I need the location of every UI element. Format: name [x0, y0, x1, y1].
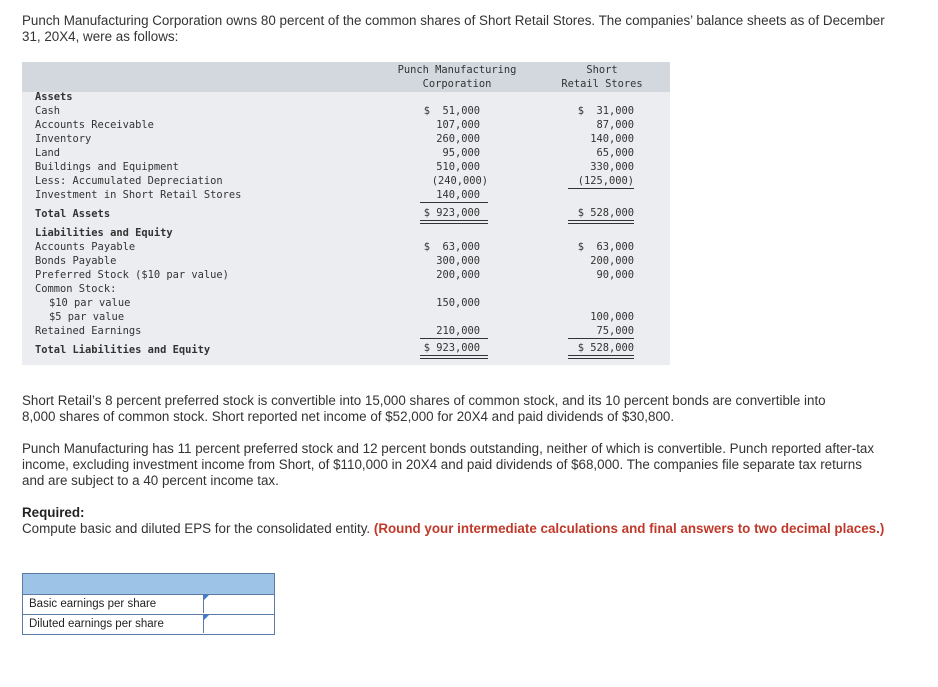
section-assets: Assets — [35, 91, 73, 103]
answer-table-header — [23, 574, 274, 595]
answer-row-basic-eps — [23, 595, 274, 615]
short-assets-underline — [568, 188, 634, 189]
punch-10-par: 150,000 — [436, 297, 480, 309]
rounding-instruction: (Round your intermediate calculations and final answers to two decimal places.) — [373, 521, 885, 536]
row-label-ar: Accounts Receivable — [35, 119, 154, 131]
basic-eps-label: Basic earnings per share — [29, 598, 157, 610]
short-preferred-stock: 90,000 — [596, 269, 634, 281]
required-text — [22, 521, 892, 537]
punch-total-liabilities-equity: $ 923,000 — [423, 342, 480, 354]
short-buildings: 330,000 — [590, 161, 634, 173]
input-flag-icon — [204, 615, 209, 620]
intro-text: Punch Manufacturing Corporation owns 80 percent of the common shares of Short Retail Stores. The companies’ balance sheets as of December 31, 20X4, were as follows: — [22, 13, 885, 44]
short-bonds-payable: 200,000 — [590, 255, 634, 267]
required-heading: Required: — [22, 505, 85, 520]
col-header-short-line2: Retail Stores — [561, 78, 643, 90]
row-label-accounts-payable: Accounts Payable — [35, 241, 136, 253]
row-label-cash: Cash — [35, 105, 61, 117]
row-label-total-liabilities-equity: Total Liabilities and Equity — [35, 344, 211, 356]
short-total-assets-double-rule — [568, 220, 634, 224]
row-label-total-assets: Total Assets — [35, 208, 111, 220]
row-label-preferred-stock: Preferred Stock ($10 par value) — [35, 269, 229, 281]
convertibles-paragraph: Short Retail’s 8 percent preferred stock is convertible into 15,000 shares of common stock, and its 10 percent bonds are convertible into 8,000 shares of common stock. Short reported net income of $52,000 for 20X4 and paid dividends of $30,800. — [22, 393, 826, 424]
answer-table — [22, 573, 275, 635]
short-cash: $ 31,000 — [577, 105, 634, 117]
punch-bonds-payable: 300,000 — [436, 255, 480, 267]
punch-total-assets-double-rule — [420, 220, 488, 224]
punch-retained-earnings: 210,000 — [436, 325, 480, 337]
col-header-punch-line2: Corporation — [422, 78, 492, 90]
short-liab-underline — [568, 338, 634, 339]
punch-buildings: 510,000 — [436, 161, 480, 173]
short-accumulated-depreciation: (125,000) — [577, 175, 634, 187]
row-label-buildings: Buildings and Equipment — [35, 161, 179, 173]
punch-info-paragraph: Punch Manufacturing has 11 percent preferred stock and 12 percent bonds outstanding, neither of which is convertible. Punch reported after-tax income, excluding investment income from Short, of $110,000 in 20X4 and paid dividends of $68,000. The companies file separate tax returns and are subject to a 40 percent income tax. — [22, 441, 875, 488]
balance-sheet-table — [22, 62, 670, 365]
col-header-punch — [387, 63, 527, 91]
row-label-5-par: $5 par value — [49, 311, 125, 323]
col-header-short — [552, 63, 652, 91]
short-inventory: 140,000 — [590, 133, 634, 145]
punch-inventory: 260,000 — [436, 133, 480, 145]
row-label-common-stock: Common Stock: — [35, 283, 117, 295]
short-ar: 87,000 — [596, 119, 634, 131]
punch-ar: 107,000 — [436, 119, 480, 131]
diluted-eps-label: Diluted earnings per share — [29, 618, 164, 630]
punch-assets-underline — [420, 202, 488, 203]
short-land: 65,000 — [596, 147, 634, 159]
row-label-bonds-payable: Bonds Payable — [35, 255, 117, 267]
short-total-assets: $ 528,000 — [577, 207, 634, 219]
short-total-liabilities-equity: $ 528,000 — [577, 342, 634, 354]
row-label-land: Land — [35, 147, 61, 159]
punch-accumulated-depreciation: (240,000) — [431, 175, 488, 187]
section-liabilities-equity: Liabilities and Equity — [35, 227, 173, 239]
punch-preferred-stock: 200,000 — [436, 269, 480, 281]
punch-accounts-payable: $ 63,000 — [423, 241, 480, 253]
row-label-accumulated-depreciation: Less: Accumulated Depreciation — [35, 175, 223, 187]
col-header-punch-line1: Punch Manufacturing — [397, 64, 517, 76]
short-accounts-payable: $ 63,000 — [577, 241, 634, 253]
row-label-10-par: $10 par value — [49, 297, 131, 309]
answer-row-diluted-eps — [23, 615, 274, 634]
punch-liab-underline — [420, 338, 488, 339]
basic-eps-input[interactable] — [203, 595, 274, 613]
punch-cash: $ 51,000 — [423, 105, 480, 117]
punch-investment: 140,000 — [436, 189, 480, 201]
short-retained-earnings: 75,000 — [596, 325, 634, 337]
short-total-le-double-rule — [568, 355, 634, 359]
col-header-short-line1: Short — [586, 64, 618, 76]
row-label-investment: Investment in Short Retail Stores — [35, 189, 242, 201]
punch-total-assets: $ 923,000 — [423, 207, 480, 219]
punch-land: 95,000 — [442, 147, 480, 159]
punch-total-le-double-rule — [420, 355, 488, 359]
input-flag-icon — [204, 595, 209, 600]
diluted-eps-input[interactable] — [203, 615, 274, 633]
row-label-inventory: Inventory — [35, 133, 92, 145]
required-instruction: Compute basic and diluted EPS for the consolidated entity. — [22, 521, 371, 536]
short-5-par: 100,000 — [590, 311, 634, 323]
row-label-retained-earnings: Retained Earnings — [35, 325, 142, 337]
